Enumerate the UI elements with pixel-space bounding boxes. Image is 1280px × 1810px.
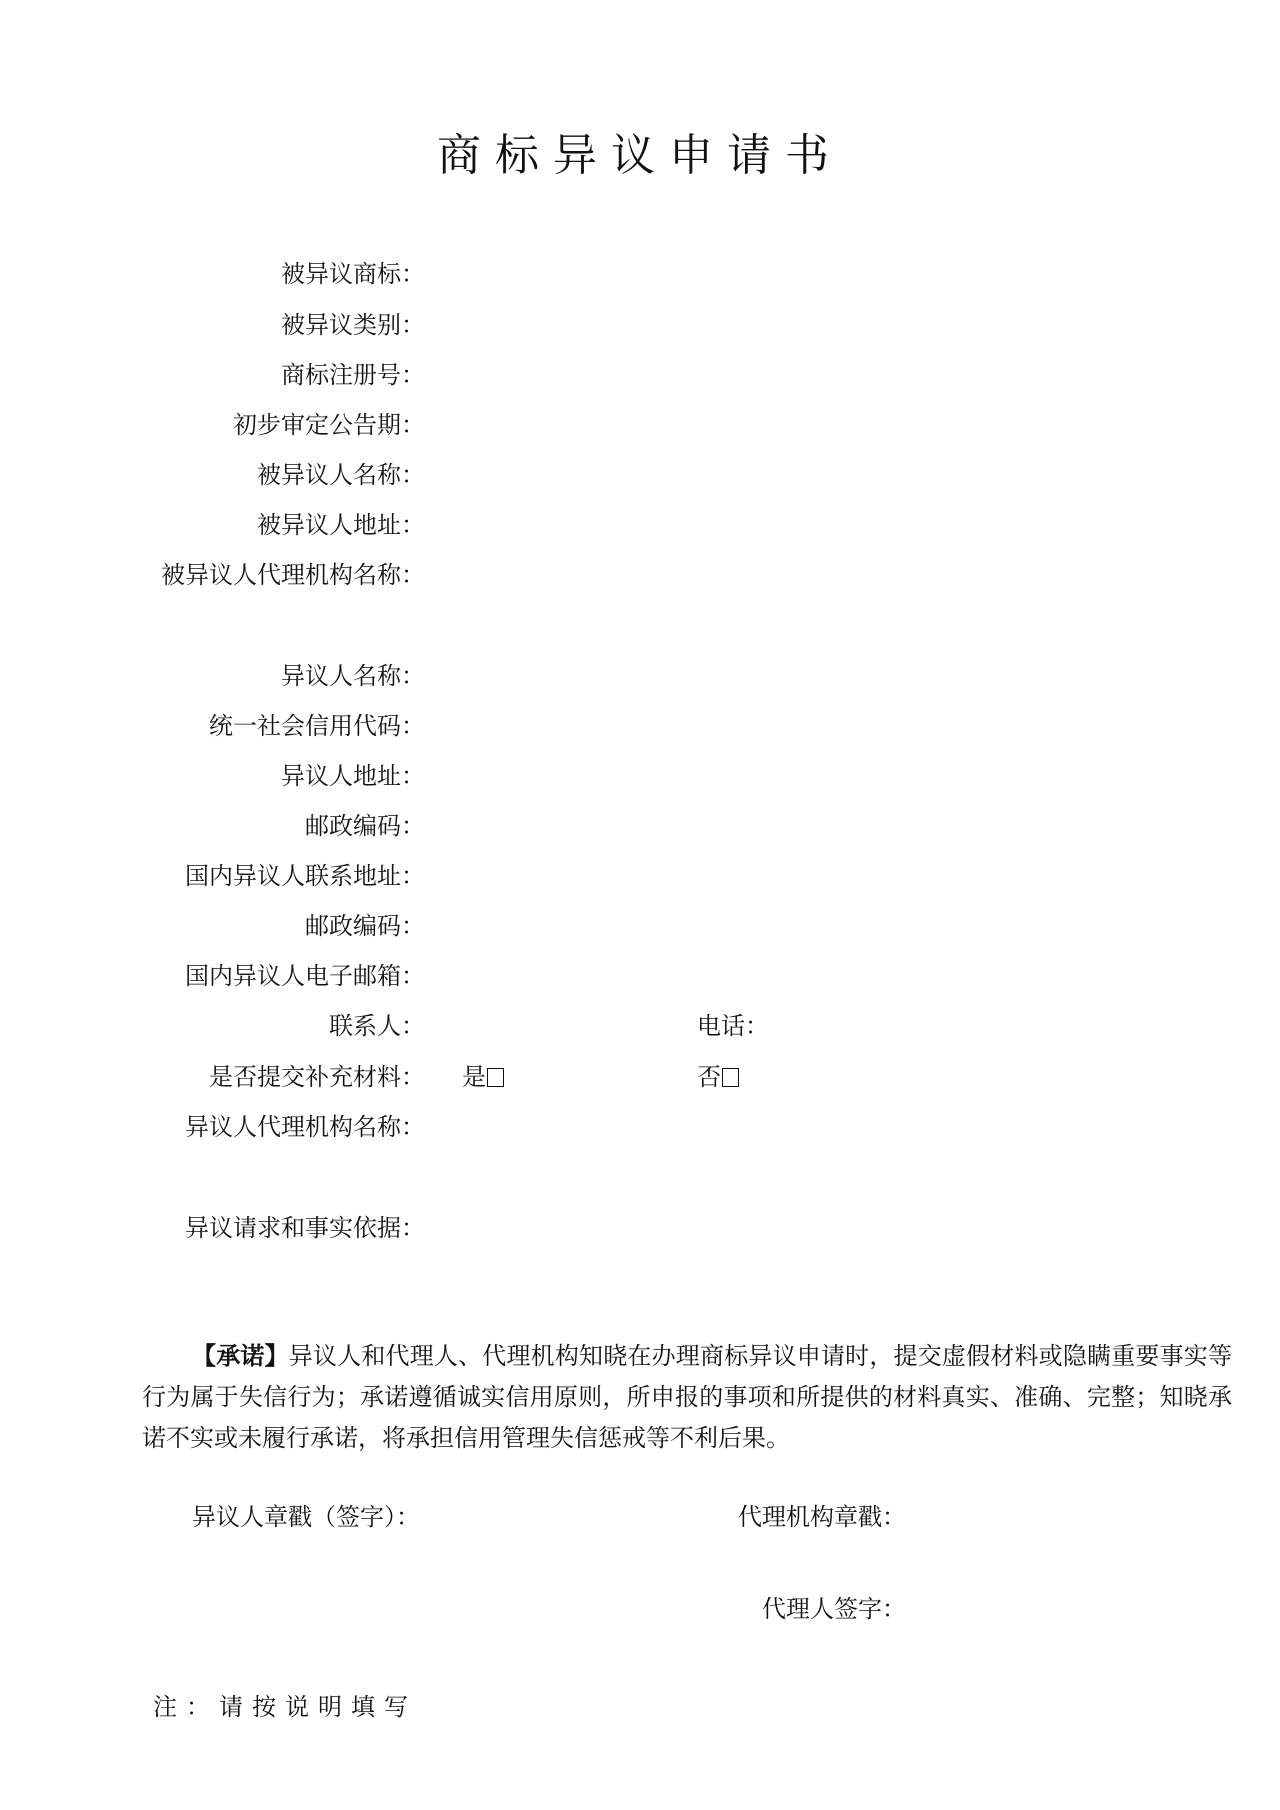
opposed-party-name-label: 被异议人名称：: [257, 461, 425, 489]
preliminary-publication-label: 初步审定公告期：: [233, 411, 425, 439]
pledge-text: 异议人和代理人、代理机构知晓在办理商标异议申请时，提交虚假材料或隐瞒重要事实等行为属于失信行为；承诺遵循诚实信用原则，所申报的事项和所提供的材料真实、准确、完整；知晓承诺不实或未履行承诺，将承担信用管理失信惩戒等不利后果。: [142, 1342, 1233, 1452]
opponent-name-label: 异议人名称：: [281, 662, 425, 690]
agent-signature-label: 代理人签字：: [762, 1595, 906, 1623]
contact-person-label: 联系人：: [329, 1012, 425, 1040]
supplement-no-option[interactable]: [697, 1062, 739, 1092]
supplement-no-checkbox[interactable]: [722, 1068, 739, 1087]
opponent-address-label: 异议人地址：: [281, 762, 425, 790]
pledge-paragraph: [142, 1335, 1232, 1459]
supplement-yes-label: 是: [462, 1063, 486, 1091]
phone-label: 电话：: [697, 1012, 769, 1040]
registration-number-label: 商标注册号：: [281, 361, 425, 389]
instruction-note: 注：请按说明填写: [153, 1693, 417, 1721]
agency-seal-label: 代理机构章戳：: [738, 1503, 906, 1531]
opposed-party-address-label: 被异议人地址：: [257, 511, 425, 539]
postal-code-label: 邮政编码：: [305, 812, 425, 840]
opposed-class-label: 被异议类别：: [281, 311, 425, 339]
supplement-yes-checkbox[interactable]: [487, 1068, 504, 1087]
opposed-trademark-label: 被异议商标：: [281, 260, 425, 288]
opposed-party-agency-label: 被异议人代理机构名称：: [161, 561, 425, 589]
supplement-materials-label: 是否提交补充材料：: [209, 1063, 425, 1091]
domestic-contact-address-label: 国内异议人联系地址：: [185, 862, 425, 890]
opponent-agency-label: 异议人代理机构名称：: [185, 1113, 425, 1141]
domestic-email-label: 国内异议人电子邮箱：: [185, 962, 425, 990]
pledge-tag: 【承诺】: [192, 1341, 289, 1370]
supplement-no-label: 否: [697, 1063, 721, 1091]
opponent-seal-label: 异议人章戳（签字）：: [192, 1503, 420, 1531]
credit-code-label: 统一社会信用代码：: [209, 712, 425, 740]
domestic-postal-code-label: 邮政编码：: [305, 912, 425, 940]
supplement-yes-option[interactable]: [462, 1062, 504, 1092]
page-title: 商标异议申请书: [437, 130, 843, 181]
grounds-label: 异议请求和事实依据：: [185, 1214, 425, 1242]
